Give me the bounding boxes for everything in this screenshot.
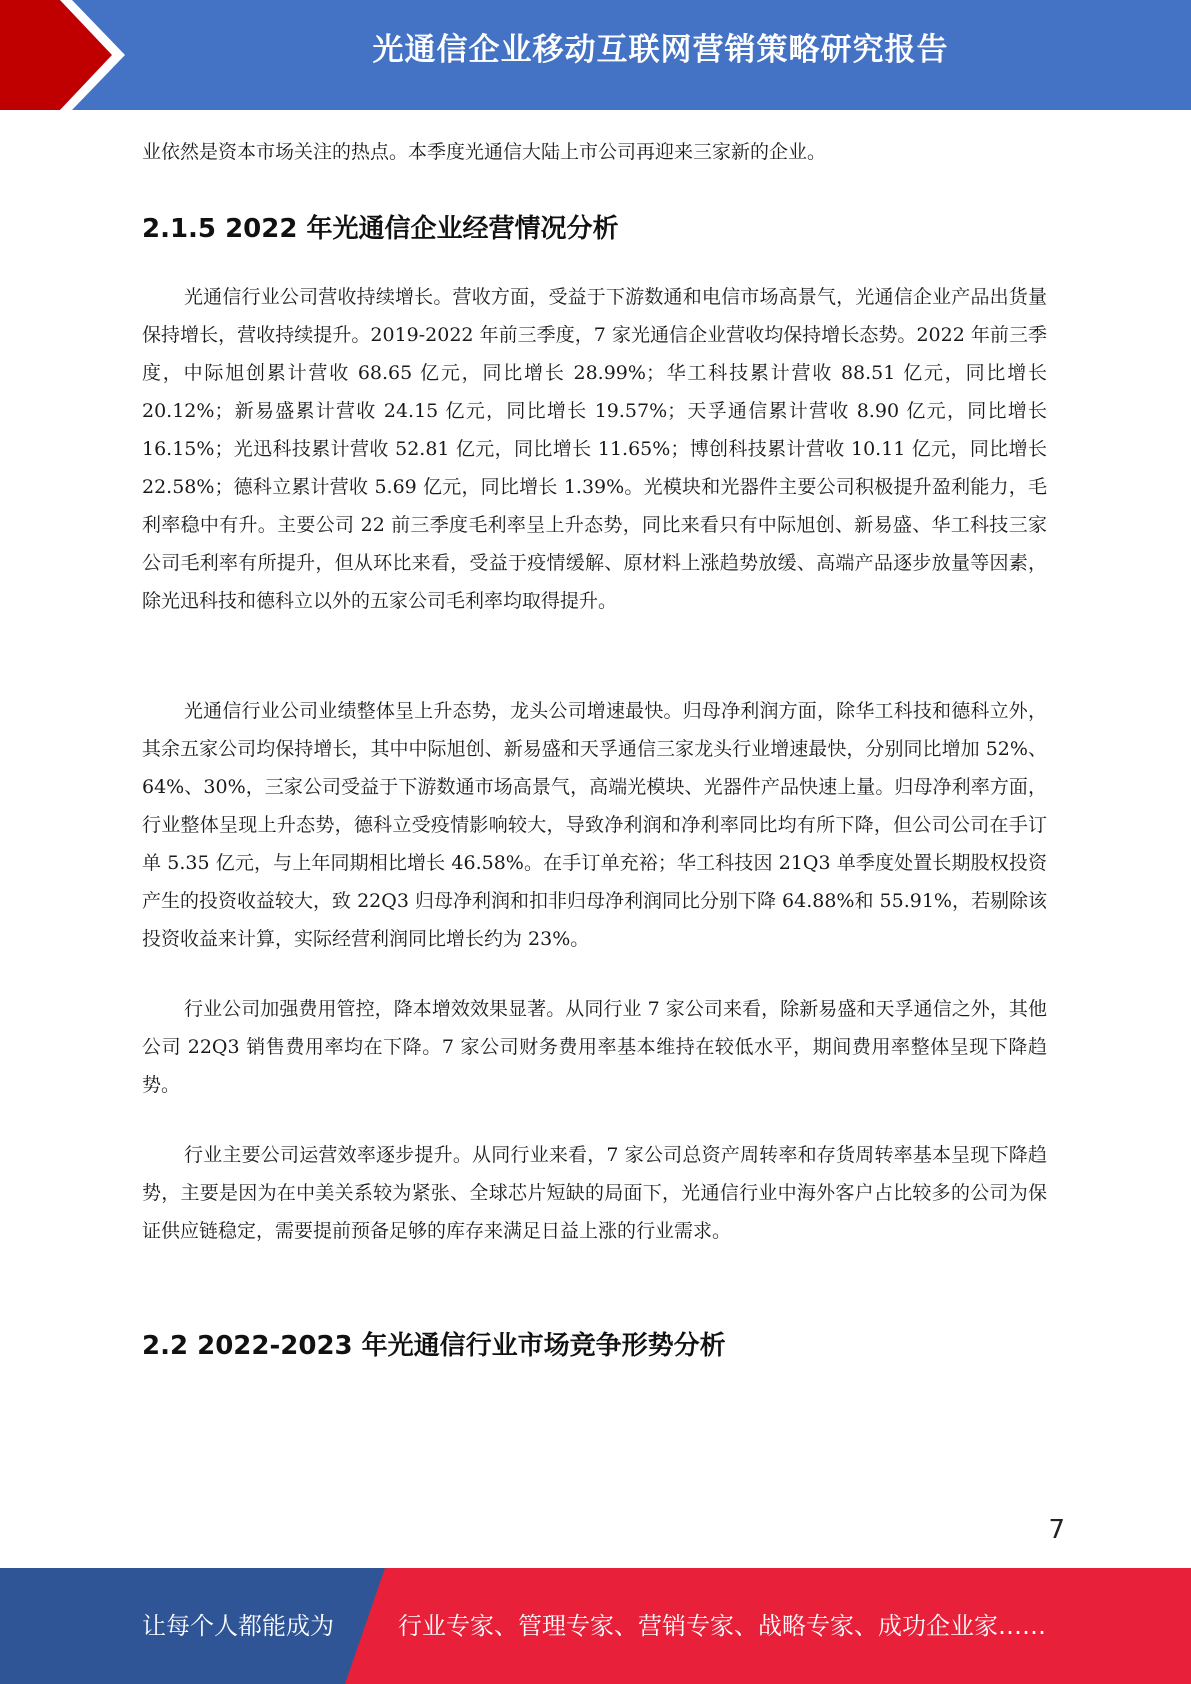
body-paragraph: 行业主要公司运营效率逐步提升。从同行业来看，7 家公司总资产周转率和存货周转率基本呈现下降趋势，主要是因为在中美关系较为紧张、全球芯片短缺的局面下，光通信行业中海外客户占比较多的公司为保证供应链稳定，需要提前预备足够的库存来满足日益上涨的行业需求。 <box>142 1144 1047 1242</box>
body-paragraph: 行业公司加强费用管控，降本增效效果显著。从同行业 7 家公司来看，除新易盛和天孚通信之外，其他公司 22Q3 销售费用率均在下降。7 家公司财务费用率基本维持在较低水平，期间费用率整体呈现下降趋势。 <box>142 998 1047 1096</box>
report-title: 光通信企业移动互联网营销策略研究报告 <box>372 32 949 68</box>
intro-text-block <box>142 133 1047 171</box>
body-paragraph-2-block <box>142 692 1047 958</box>
section-heading-2-1-5: 2.1.5 2022 年光通信企业经营情况分析 <box>142 214 619 244</box>
body-paragraph-3-block <box>142 990 1047 1104</box>
intro-paragraph: 业依然是资本市场关注的热点。本季度光通信大陆上市公司再迎来三家新的企业。 <box>142 141 827 163</box>
footer-slogan-left: 让每个人都能成为 <box>142 1612 334 1640</box>
body-paragraph: 光通信行业公司营收持续增长。营收方面，受益于下游数通和电信市场高景气，光通信企业产品出货量保持增长，营收持续提升。2019-2022 年前三季度，7 家光通信企业营收均保持增长态势。2022 年前三季度，中际旭创累计营收 68.65 亿元，同比增长 28.99%；华工科技累计营收 88.51 亿元，同比增长 20.12%；新易盛累计营收 24.15 亿元，同比增长 19.57%；天孚通信累计营收 8.90 亿元，同比增长 16.15%；光迅科技累计营收 52.81 亿元，同比增长 11.65%；博创科技累计营收 10.11 亿元，同比增长 22.58%；德科立累计营收 5.69 亿元，同比增长 1.39%。光模块和光器件主要公司积极提升盈利能力，毛利率稳中有升。主要公司 22 前三季度毛利率呈上升态势，同比来看只有中际旭创、新易盛、华工科技三家公司毛利率有所提升，但从环比来看，受益于疫情缓解、原材料上涨趋势放缓、高端产品逐步放量等因素，除光迅科技和德科立以外的五家公司毛利率均取得提升。 <box>142 286 1047 612</box>
page-number: 7 <box>1048 1515 1065 1545</box>
body-paragraph: 光通信行业公司业绩整体呈上升态势，龙头公司增速最快。归母净利润方面，除华工科技和德科立外，其余五家公司均保持增长，其中中际旭创、新易盛和天孚通信三家龙头行业增速最快，分别同比增加 52%、64%、30%，三家公司受益于下游数通市场高景气，高端光模块、光器件产品快速上量。归母净利率方面，行业整体呈现上升态势，德科立受疫情影响较大，导致净利润和净利率同比均有所下降，但公司公司在手订单 5.35 亿元，与上年同期相比增长 46.58%。在手订单充裕；华工科技因 21Q3 单季度处置长期股权投资产生的投资收益较大，致 22Q3 归母净利润和扣非归母净利润同比分别下降 64.88%和 55.91%，若剔除该投资收益来计算，实际经营利润同比增长约为 23%。 <box>142 700 1047 950</box>
section-heading-2-2: 2.2 2022-2023 年光通信行业市场竞争形势分析 <box>142 1331 726 1361</box>
body-paragraph-1-block <box>142 278 1047 620</box>
footer-slogan-right: 行业专家、管理专家、营销专家、战略专家、成功企业家…… <box>398 1612 1046 1640</box>
page-footer <box>0 1568 1191 1684</box>
page-header <box>0 0 1191 110</box>
header-chevron-graphic <box>0 0 160 110</box>
body-paragraph-4-block <box>142 1136 1047 1250</box>
